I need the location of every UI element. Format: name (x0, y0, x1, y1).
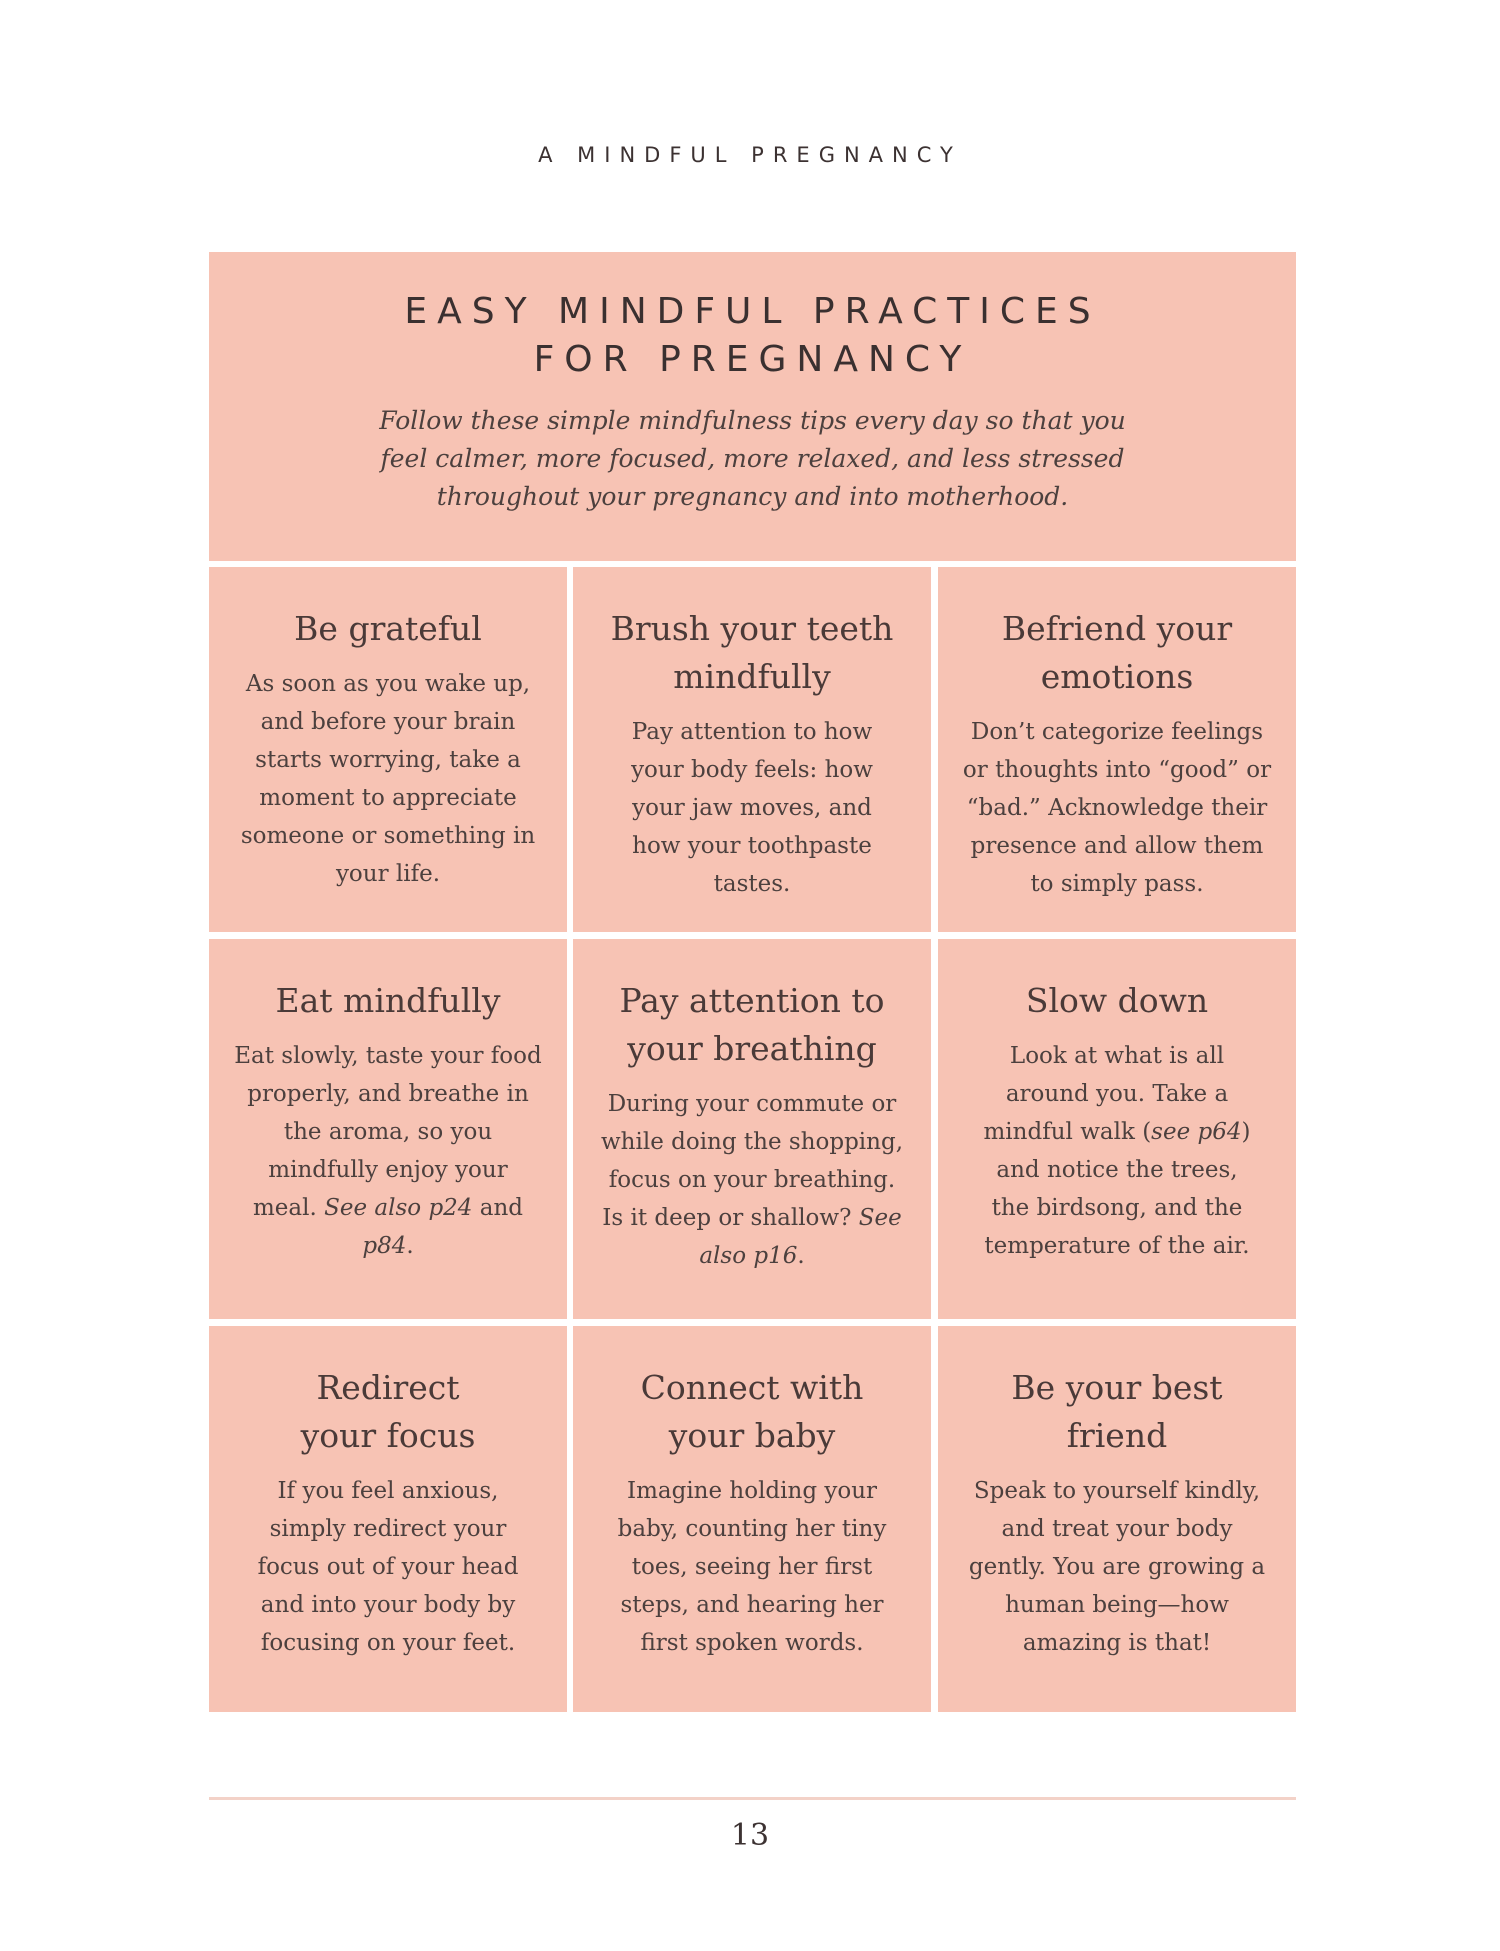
tip-body: Pay attention to how your body feels: how your jaw moves, and how your toothpaste tastes. (631, 719, 873, 897)
tip-body-period: . (797, 1243, 805, 1269)
tip-card-be-grateful (209, 567, 567, 932)
tip-body (956, 1037, 1278, 1265)
tip-title: Slow down (1025, 981, 1209, 1020)
tip-card-befriend-emotions (938, 567, 1296, 932)
panel-title (209, 288, 1296, 384)
tip-title: Befriend your emotions (1001, 609, 1233, 696)
tip-body: As soon as you wake up, and before your brain starts worrying, take a moment to appreciate someone or something in your life. (240, 671, 536, 887)
tip-body: Speak to yourself kindly, and treat your body gently. You are growing a human being—how amazing is that! (968, 1478, 1266, 1656)
tip-body-period: . (406, 1233, 414, 1259)
footer-rule (209, 1797, 1296, 1800)
page-number: 13 (730, 1818, 770, 1853)
tip-body: Imagine holding your baby, counting her tiny toes, seeing her first steps, and hearing her first spoken words. (617, 1478, 887, 1656)
tip-body-text: Eat slowly, taste your food properly, and breathe in the aroma, so you mindfully enjoy your meal. (234, 1043, 542, 1221)
panel-title-line-1: EASY MINDFUL PRACTICES (404, 291, 1101, 332)
tip-body: If you feel anxious, simply redirect your focus out of your head and into your body by focusing on your feet. (257, 1478, 519, 1656)
panel-subtitle-line-3: throughout your pregnancy and into motherhood. (436, 482, 1069, 511)
tip-title: Eat mindfully (275, 981, 501, 1020)
tip-body (227, 1037, 549, 1265)
tip-title: Pay attention to your breathing (619, 981, 885, 1068)
see-also-reference: See also p16 (699, 1205, 902, 1269)
tip-title: Be grateful (294, 609, 482, 648)
panel-subtitle (289, 402, 1216, 516)
tip-card-redirect-focus (209, 1326, 567, 1712)
tip-body-and: and (479, 1195, 523, 1221)
tip-title: Connect with your baby (640, 1368, 864, 1455)
panel-title-line-2: FOR PREGNANCY (533, 339, 972, 380)
panel-subtitle-line-1: Follow these simple mindfulness tips every day so that you (379, 406, 1126, 435)
page-reference: p84 (362, 1233, 407, 1259)
page-reference: see p64 (1151, 1119, 1242, 1145)
tip-title: Redirect your focus (300, 1368, 476, 1455)
running-head: A MINDFUL PREGNANCY (538, 143, 962, 167)
tip-title: Be your best friend (1011, 1368, 1223, 1455)
tip-body-text: During your commute or while doing the shopping, focus on your breathing. Is it deep or shallow? (601, 1091, 903, 1231)
tip-card-connect-baby (573, 1326, 931, 1712)
tip-card-slow-down (938, 939, 1296, 1319)
tip-card-best-friend (938, 1326, 1296, 1712)
tip-body: Don’t categorize feelings or thoughts into “good” or “bad.” Acknowledge their presence and allow them to simply pass. (962, 719, 1272, 897)
panel-subtitle-line-2: feel calmer, more focused, more relaxed, and less stressed (380, 444, 1125, 473)
panel-header (209, 252, 1296, 561)
tip-card-eat-mindfully (209, 939, 567, 1319)
tip-body (591, 1085, 913, 1275)
tip-title: Brush your teeth mindfully (610, 609, 894, 696)
tip-body-text-b: ) and notice the trees, the birdsong, and the temperature of the air. (984, 1119, 1251, 1259)
mindful-practices-panel (209, 252, 1296, 1712)
see-also-reference: See also p24 (324, 1195, 473, 1221)
tip-card-breathing (573, 939, 931, 1319)
tip-body-text-a: Look at what is all around you. Take a mindful walk ( (983, 1043, 1229, 1145)
tip-card-brush-teeth (573, 567, 931, 932)
